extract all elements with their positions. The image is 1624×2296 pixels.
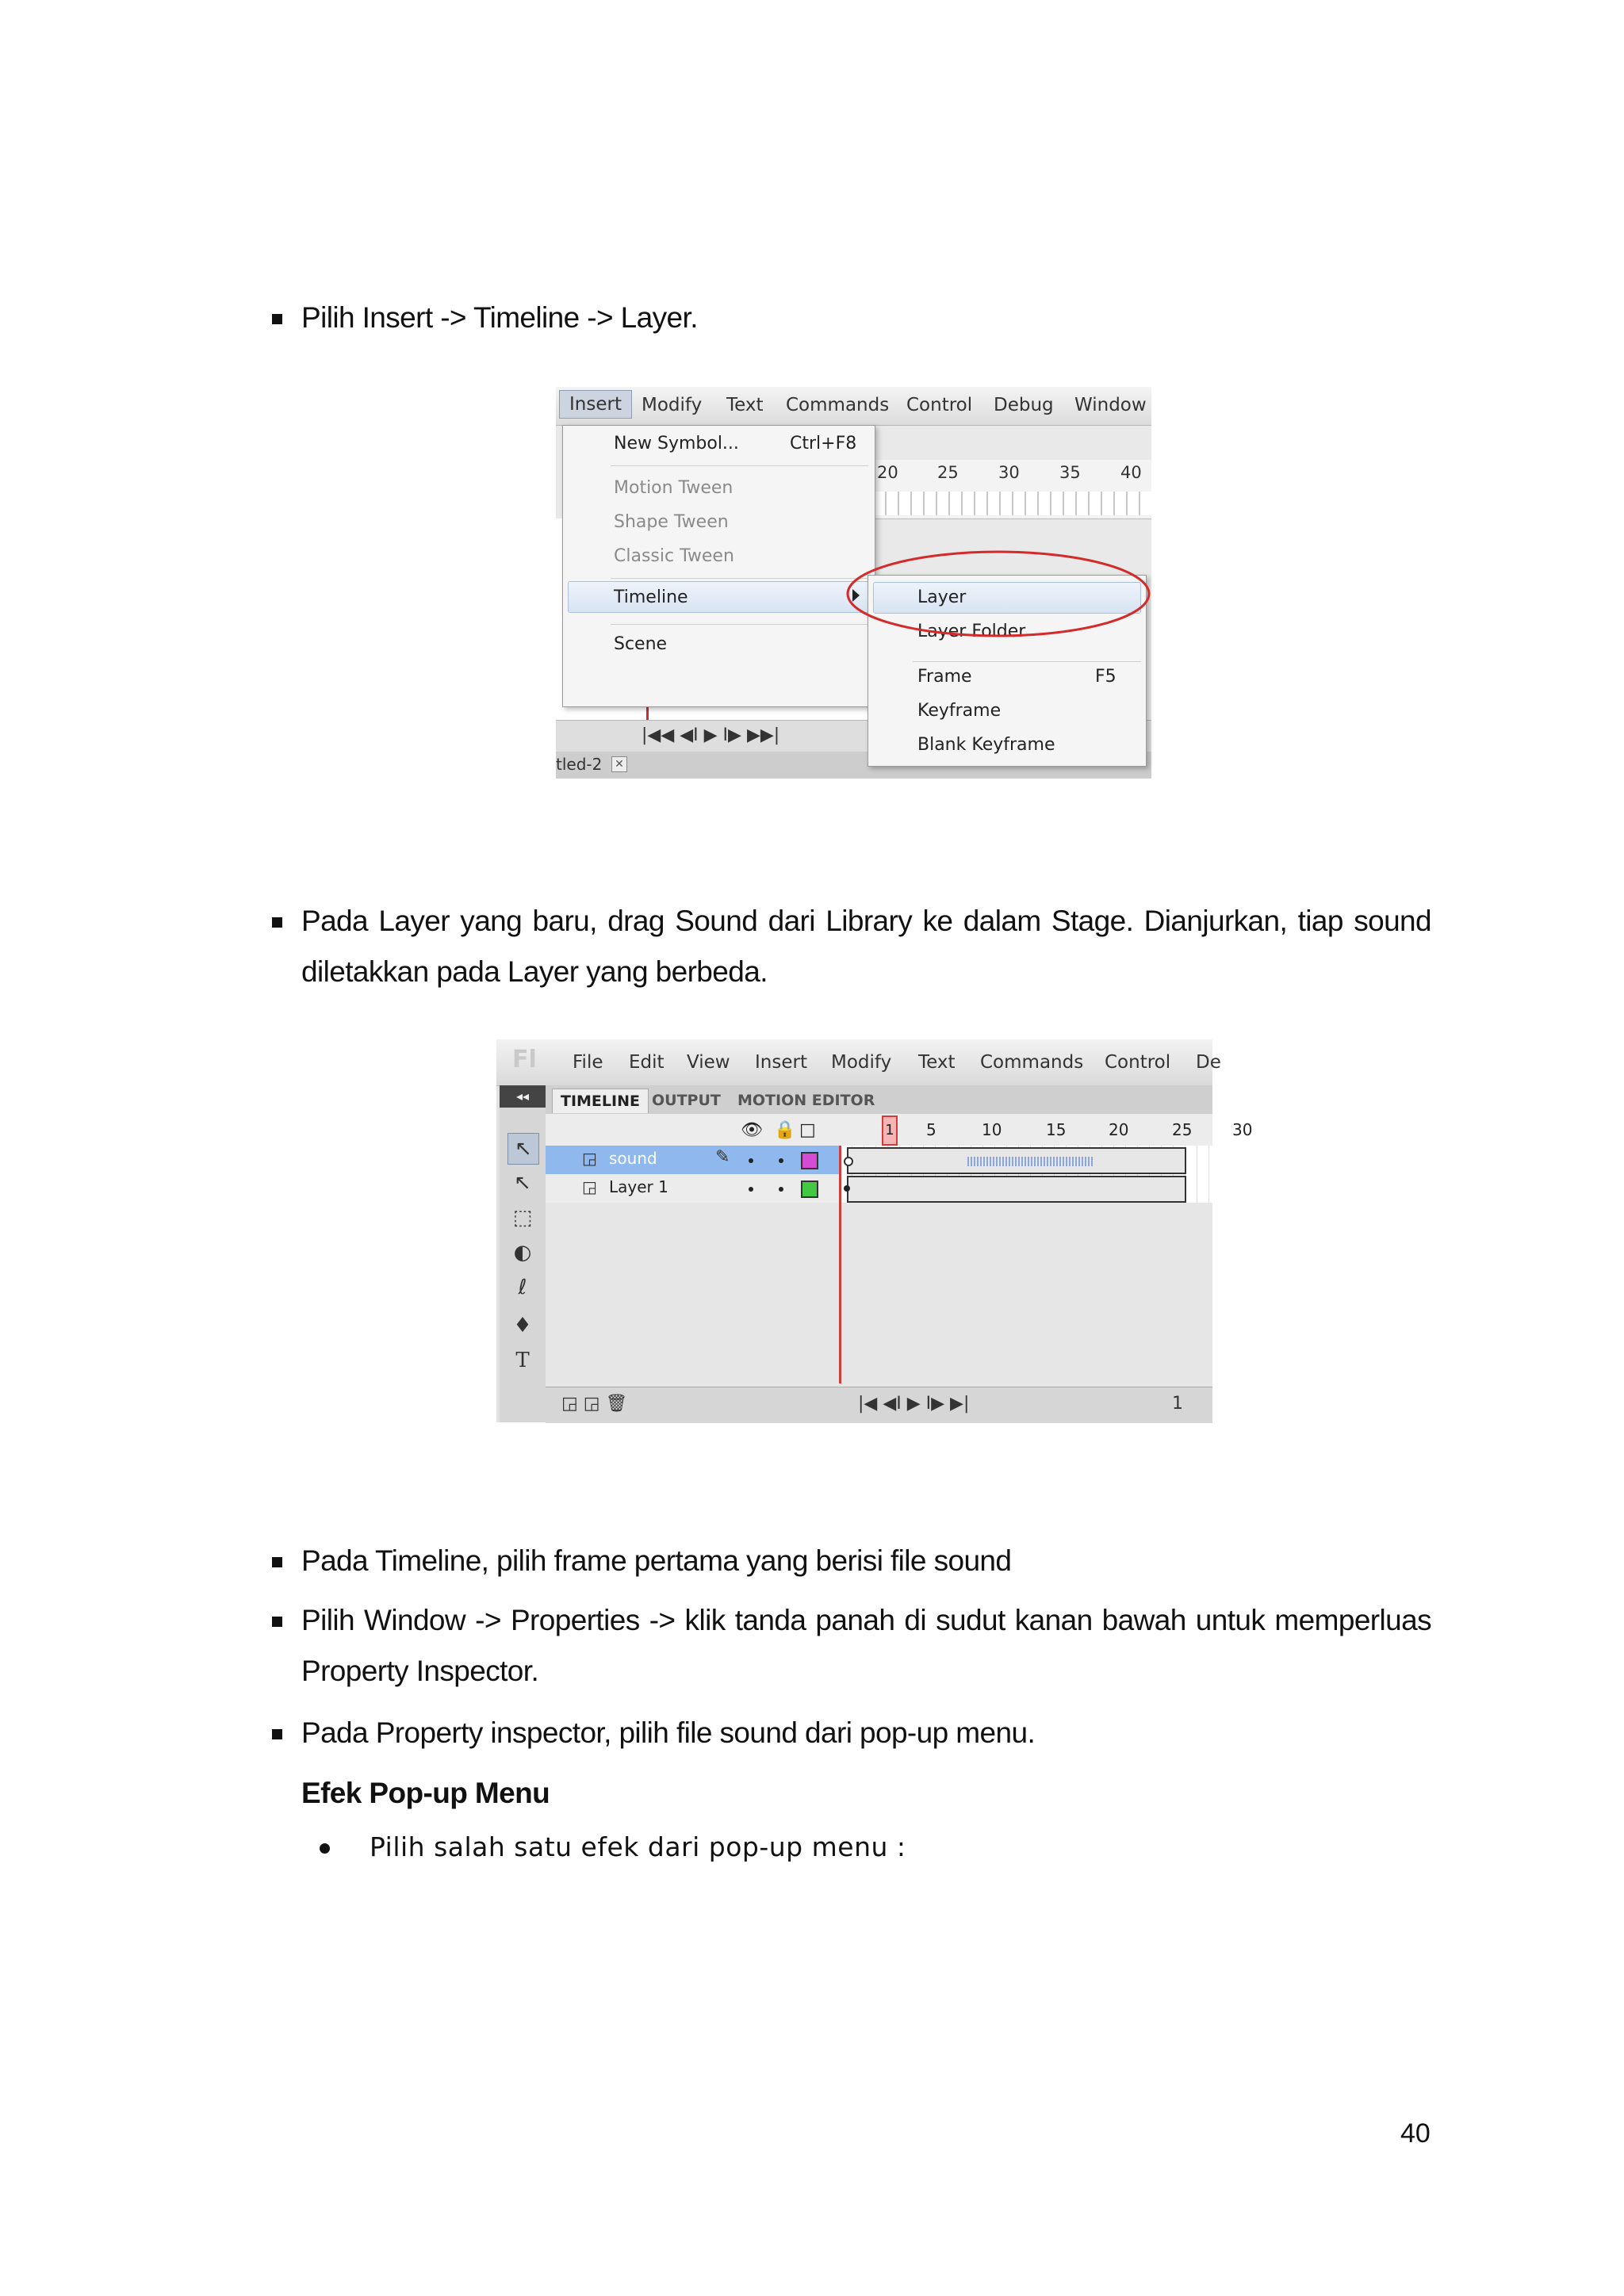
instruction-drag-sound: Pada Layer yang baru, drag Sound dari Library ke dalam Stage. Dianjurkan, tiap sound diletakkan pada Layer yang berbeda. bbox=[301, 905, 1431, 988]
menu-insert[interactable]: Insert bbox=[559, 390, 632, 419]
menu-item-shape-tween: Shape Tween bbox=[614, 512, 729, 532]
lasso-tool-icon[interactable]: ℓ bbox=[518, 1276, 527, 1299]
sub-instruction-choose-effect: Pilih salah satu efek dari pop-up menu : bbox=[370, 1831, 906, 1862]
menu-control[interactable]: Control bbox=[1105, 1052, 1171, 1073]
sound-layer-frames[interactable] bbox=[841, 1146, 1212, 1174]
ruler-number: 30 bbox=[998, 463, 1020, 482]
ruler-number: 20 bbox=[877, 463, 898, 482]
menu-item-new-symbol[interactable]: New Symbol... bbox=[614, 434, 739, 453]
screenshot-insert-menu bbox=[556, 387, 1151, 779]
layer-name[interactable]: Layer 1 bbox=[609, 1177, 668, 1196]
menu-bar bbox=[556, 387, 1151, 426]
bullet-square bbox=[272, 1557, 282, 1567]
tab-timeline[interactable]: TIMELINE bbox=[552, 1089, 649, 1113]
frame-number: 30 bbox=[1232, 1120, 1253, 1139]
menu-separator bbox=[611, 578, 868, 579]
submenu-item-layer-folder[interactable]: Layer Folder bbox=[917, 622, 1026, 641]
close-icon[interactable]: ✕ bbox=[611, 756, 627, 772]
menu-window[interactable]: Window bbox=[1074, 395, 1147, 415]
submenu-item-blank-keyframe[interactable]: Blank Keyframe bbox=[917, 735, 1055, 755]
pencil-icon: ✎ bbox=[715, 1147, 730, 1167]
menu-separator bbox=[611, 465, 868, 466]
layer-icon: ◲ bbox=[582, 1177, 597, 1196]
submenu-item-layer[interactable]: Layer bbox=[917, 587, 967, 607]
instruction-choose-sound: Pada Property inspector, pilih file sound dari pop-up menu. bbox=[301, 1716, 1036, 1749]
lock-dot[interactable] bbox=[779, 1187, 783, 1192]
text-tool-icon[interactable]: T bbox=[515, 1349, 530, 1372]
layer-icon: ◲ bbox=[582, 1149, 597, 1168]
menu-text[interactable]: Text bbox=[726, 395, 764, 415]
page-number: 40 bbox=[1400, 2118, 1431, 2149]
menu-file[interactable]: File bbox=[573, 1052, 603, 1073]
ruler-number: 25 bbox=[937, 463, 959, 482]
selection-tool-icon[interactable]: ↖ bbox=[508, 1133, 539, 1165]
current-frame-readout: 1 bbox=[1172, 1394, 1183, 1414]
bullet-square bbox=[272, 1729, 282, 1739]
free-transform-tool-icon[interactable]: ⬚ bbox=[512, 1206, 533, 1230]
shortcut-f5: F5 bbox=[1095, 667, 1116, 687]
bullet-square bbox=[272, 314, 282, 324]
menu-highlight bbox=[568, 581, 869, 613]
menu-item-motion-tween: Motion Tween bbox=[614, 478, 733, 498]
timeline-ruler bbox=[874, 460, 1151, 519]
ruler-number: 35 bbox=[1059, 463, 1081, 482]
playback-controls-icon[interactable]: |◀◀ ◀I ▶ I▶ ▶▶| bbox=[642, 725, 780, 745]
frame-span[interactable] bbox=[847, 1147, 1186, 1174]
new-layer-delete-icons[interactable]: ◲ ◲ 🗑 bbox=[561, 1394, 628, 1414]
visibility-dot[interactable] bbox=[749, 1187, 753, 1192]
menu-text[interactable]: Text bbox=[918, 1052, 956, 1073]
menu-debug-partial[interactable]: De bbox=[1196, 1052, 1221, 1073]
highlight-ellipse bbox=[845, 549, 1151, 638]
bullet-dot bbox=[320, 1843, 330, 1854]
flash-logo: Fl bbox=[512, 1046, 537, 1073]
frame-cells[interactable] bbox=[874, 492, 1151, 515]
menu-item-classic-tween: Classic Tween bbox=[614, 546, 734, 566]
frame-number: 5 bbox=[926, 1120, 936, 1139]
layer-color-swatch[interactable] bbox=[801, 1152, 818, 1169]
tab-output[interactable]: OUTPUT bbox=[652, 1092, 721, 1109]
layer-name[interactable]: sound bbox=[609, 1149, 657, 1168]
submenu-item-frame[interactable]: Frame bbox=[917, 667, 972, 687]
menu-item-timeline[interactable]: Timeline bbox=[614, 587, 688, 607]
menu-separator bbox=[913, 661, 1141, 662]
keyframe-marker[interactable] bbox=[844, 1157, 853, 1166]
frame-number: 10 bbox=[982, 1120, 1002, 1139]
menu-separator bbox=[611, 624, 868, 625]
layer1-frames[interactable] bbox=[841, 1174, 1212, 1203]
lock-icon[interactable]: 🔒 bbox=[774, 1120, 796, 1140]
insert-dropdown bbox=[562, 425, 875, 707]
document-tab[interactable]: tled-2 bbox=[556, 755, 603, 774]
frame-number: 20 bbox=[1109, 1120, 1129, 1139]
menu-view[interactable]: View bbox=[687, 1052, 730, 1073]
menu-modify[interactable]: Modify bbox=[831, 1052, 892, 1073]
layer-row-layer1[interactable] bbox=[546, 1174, 841, 1203]
screenshot-timeline-layers bbox=[496, 1039, 1253, 1422]
empty-layer-area bbox=[546, 1203, 1212, 1387]
frame-number: 15 bbox=[1046, 1120, 1067, 1139]
frame-number: 25 bbox=[1172, 1120, 1193, 1139]
menu-edit[interactable]: Edit bbox=[629, 1052, 665, 1073]
timeline-header bbox=[546, 1114, 1253, 1146]
layer-color-swatch[interactable] bbox=[801, 1181, 818, 1198]
menu-debug[interactable]: Debug bbox=[994, 395, 1054, 415]
menu-modify[interactable]: Modify bbox=[642, 395, 703, 415]
playback-controls-icon[interactable]: |◀ ◀I ▶ I▶ ▶| bbox=[858, 1394, 970, 1414]
subselection-tool-icon[interactable]: ↖ bbox=[514, 1171, 531, 1195]
toolbox-collapse-icon[interactable]: ◂◂ bbox=[500, 1085, 546, 1108]
bullet-square bbox=[272, 917, 282, 928]
timeline-footer bbox=[546, 1387, 1212, 1423]
instruction-select-frame: Pada Timeline, pilih frame pertama yang berisi file sound bbox=[301, 1544, 1012, 1577]
menu-bar bbox=[496, 1039, 1221, 1086]
toolbox bbox=[500, 1085, 546, 1422]
layer-row-sound[interactable] bbox=[546, 1146, 841, 1174]
sound-waveform bbox=[967, 1157, 1094, 1166]
bullet-square bbox=[272, 1617, 282, 1627]
frame-span[interactable] bbox=[847, 1176, 1186, 1203]
lock-dot[interactable] bbox=[779, 1158, 783, 1163]
tab-motion-editor[interactable]: MOTION EDITOR bbox=[737, 1092, 875, 1109]
visibility-dot[interactable] bbox=[749, 1158, 753, 1163]
menu-insert[interactable]: Insert bbox=[755, 1052, 807, 1073]
playhead[interactable] bbox=[839, 1146, 841, 1383]
eye-icon[interactable]: 👁 bbox=[741, 1120, 763, 1140]
ruler-number: 40 bbox=[1120, 463, 1142, 482]
outline-icon[interactable]: □ bbox=[799, 1120, 816, 1140]
pen-tool-icon[interactable]: ♦ bbox=[513, 1314, 532, 1337]
keyframe-marker[interactable] bbox=[844, 1185, 850, 1192]
menu-item-scene[interactable]: Scene bbox=[614, 634, 668, 654]
3d-rotation-tool-icon[interactable]: ◐ bbox=[513, 1241, 532, 1265]
instruction-open-properties: Pilih Window -> Properties -> klik tanda panah di sudut kanan bawah untuk memperluas Property Inspector. bbox=[301, 1604, 1431, 1687]
section-heading: Efek Pop-up Menu bbox=[301, 1777, 550, 1809]
current-frame-marker[interactable]: 1 bbox=[882, 1115, 898, 1146]
shortcut-ctrl-f8: Ctrl+F8 bbox=[790, 434, 857, 453]
submenu-item-keyframe[interactable]: Keyframe bbox=[917, 701, 1002, 721]
menu-control[interactable]: Control bbox=[906, 395, 973, 415]
instruction-insert-layer: Pilih Insert -> Timeline -> Layer. bbox=[301, 301, 698, 334]
panel-tabs bbox=[546, 1085, 1212, 1115]
menu-commands[interactable]: Commands bbox=[980, 1052, 1084, 1073]
menu-commands[interactable]: Commands bbox=[786, 395, 890, 415]
